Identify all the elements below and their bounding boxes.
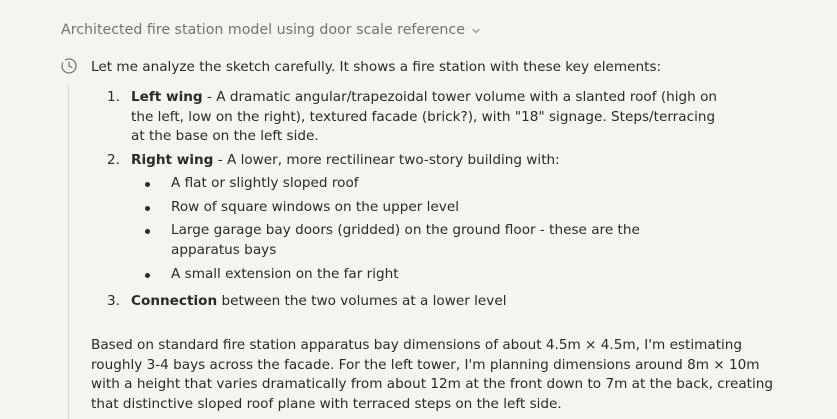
list-item-body: between the two volumes at a lower level — [217, 293, 507, 309]
list-item-title: Right wing — [131, 152, 214, 168]
bullet-text: A small extension on the far right — [171, 266, 399, 282]
list-number: 3. — [107, 293, 120, 309]
list-item-title: Left wing — [131, 89, 203, 105]
list-item-2 — [107, 151, 697, 171]
thinking-summary-toggle[interactable] — [61, 22, 481, 38]
bullet-dot — [145, 273, 150, 278]
thinking-divider-line — [68, 84, 69, 419]
list-item-1 — [107, 88, 718, 148]
list-number: 1. — [107, 89, 120, 105]
thinking-intro-text: Let me analyze the sketch carefully. It shows a fire station with these key elements: — [91, 59, 662, 75]
list-item-title: Connection — [131, 293, 218, 309]
analysis-paragraph: Based on standard fire station apparatus bay dimensions of about 4.5m × 4.5m, I'm estimating roughly 3-4 bays across the facade. For the left tower, I'm planning dimensions around 8m × 10m with a height that varies dramatically from about 12m at the front down to 7m at the back, creating that distinctive sloped roof plane with terraced steps on the left side. — [91, 337, 774, 412]
bullet-text: Large garage bay doors (gridded) on the ground floor - these are the apparatus bays — [171, 222, 640, 258]
bullet-item — [145, 265, 705, 285]
list-item-body: - A lower, more rectilinear two-story building with: — [213, 152, 560, 168]
list-number: 2. — [107, 152, 120, 168]
clock-icon — [60, 57, 78, 75]
list-item-text — [131, 151, 721, 171]
thinking-summary-title: Architected fire station model using door scale reference — [61, 22, 465, 38]
bullet-dot — [145, 182, 150, 187]
chevron-down-icon — [471, 26, 481, 36]
bullet-item — [145, 174, 705, 194]
bullet-text: Row of square windows on the upper level — [171, 199, 459, 215]
list-item-text — [131, 292, 721, 312]
bullet-dot — [145, 229, 150, 234]
bullet-item — [145, 221, 705, 261]
bullet-item — [145, 198, 705, 218]
list-item-body: - A dramatic angular/trapezoidal tower volume with a slanted roof (high on the left, low on the right), textured facade (brick?), with "18" signage. Steps/terracing at the base on the left side. — [131, 89, 718, 144]
list-item-3 — [107, 292, 697, 312]
bullet-dot — [145, 206, 150, 211]
list-item-text — [131, 88, 721, 147]
bullet-text: A flat or slightly sloped roof — [171, 175, 359, 191]
